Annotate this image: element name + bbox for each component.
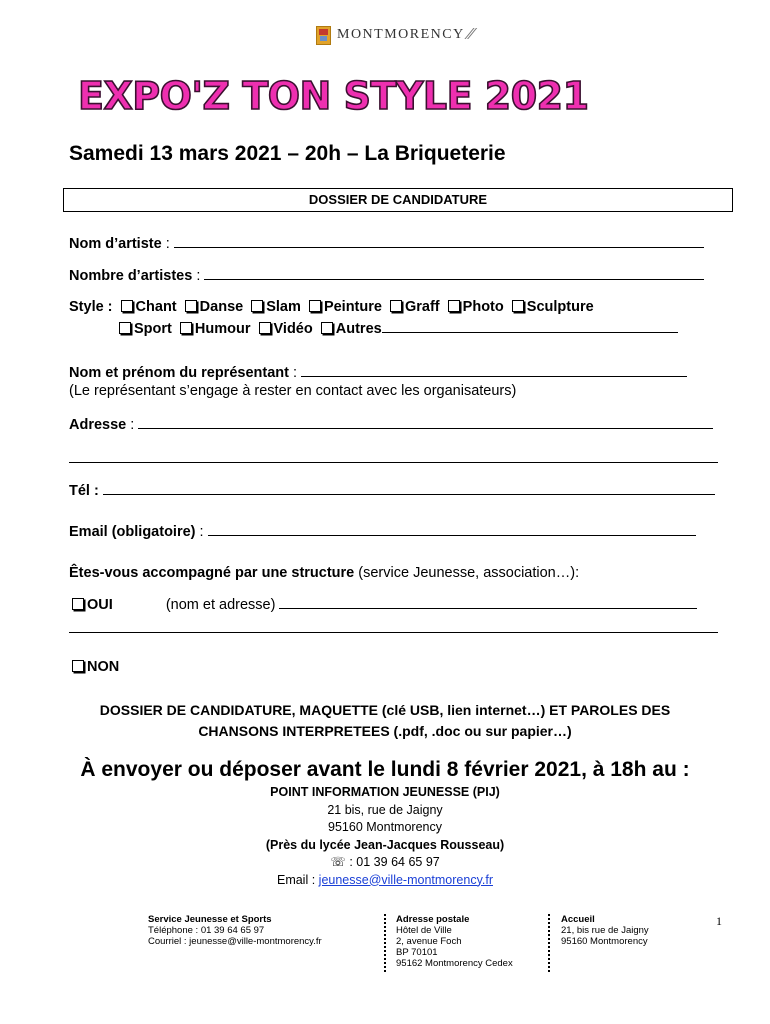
option-oui: OUI — [87, 597, 113, 613]
coat-of-arms-icon — [316, 26, 331, 45]
field-non — [70, 657, 119, 677]
checkbox-video[interactable] — [259, 322, 271, 334]
field-nombre-artistes: Nombre d’artistes : — [69, 265, 704, 286]
checkbox-sculpture[interactable] — [512, 300, 524, 312]
option-sport: Sport — [134, 321, 172, 337]
footer-separator — [548, 914, 550, 972]
footer-service — [148, 914, 322, 947]
field-nom-artiste: Nom d’artiste : — [69, 233, 704, 254]
input-line-nom-artiste[interactable] — [174, 233, 704, 248]
option-slam: Slam — [266, 299, 301, 315]
checkbox-humour[interactable] — [180, 322, 192, 334]
structure-question — [69, 563, 579, 583]
pij-email-label: Email : — [276, 872, 319, 887]
label-nom-artiste: Nom d’artiste — [69, 236, 162, 252]
footer-service-phone: Téléphone : 01 39 64 65 97 — [148, 925, 265, 936]
field-adresse: Adresse : — [69, 414, 713, 435]
input-line-representant[interactable] — [301, 362, 687, 377]
dossier-note — [0, 700, 770, 742]
pij-name: POINT INFORMATION JEUNESSE (PIJ) — [270, 785, 500, 799]
input-line-tel[interactable] — [103, 480, 715, 495]
event-line: Samedi 13 mars 2021 – 20h – La Briqueterie — [69, 142, 506, 165]
pij-phone: : 01 39 64 65 97 — [345, 855, 440, 869]
style-row-2 — [115, 318, 678, 339]
option-autres: Autres — [335, 321, 382, 337]
label-adresse: Adresse — [69, 417, 127, 433]
pij-email-link[interactable]: jeunesse@ville-montmorency.fr — [318, 872, 493, 887]
checkbox-graff[interactable] — [390, 300, 402, 312]
label-style: Style : — [69, 299, 113, 315]
label-oui-detail: (nom et adresse) — [165, 597, 276, 613]
page-number: 1 — [716, 914, 722, 928]
option-graff: Graff — [404, 299, 440, 315]
send-heading: À envoyer ou déposer avant le lundi 8 février 2021, à 18h au : — [80, 758, 690, 781]
checkbox-chant[interactable] — [121, 300, 133, 312]
checkbox-danse[interactable] — [185, 300, 197, 312]
pij-near: (Près du lycée Jean-Jacques Rousseau) — [265, 837, 505, 852]
dossier-note-line-2: CHANSONS INTERPRETEES (.pdf, .doc ou sur papier…) — [198, 723, 572, 739]
pij-street: 21 bis, rue de Jaigny — [327, 802, 443, 817]
checkbox-sport[interactable] — [119, 322, 131, 334]
footer-service-title: Service Jeunesse et Sports — [148, 914, 272, 925]
input-line-autres[interactable] — [382, 318, 678, 333]
field-oui — [70, 594, 697, 615]
form-title-box: DOSSIER DE CANDIDATURE — [63, 188, 733, 212]
option-sculpture: Sculpture — [526, 299, 594, 315]
structure-detail: (service Jeunesse, association…): — [354, 565, 580, 581]
footer-accueil-l2: 95160 Montmorency — [561, 936, 648, 947]
footer-accueil-l1: 21, bis rue de Jaigny — [561, 925, 649, 936]
checkbox-non[interactable] — [72, 660, 84, 672]
checkbox-photo[interactable] — [448, 300, 460, 312]
footer-postal-l2: 2, avenue Foch — [396, 936, 462, 947]
page-title: EXPO'Z TON STYLE 2021 — [78, 74, 589, 118]
footer-postal-l4: 95162 Montmorency Cedex — [396, 958, 513, 969]
style-row-1 — [69, 297, 594, 317]
label-email: Email (obligatoire) — [69, 524, 196, 540]
option-humour: Humour — [194, 321, 251, 337]
input-line-oui[interactable] — [279, 594, 697, 609]
phone-icon: ☏ — [330, 855, 346, 869]
footer-service-email: Courriel : jeunesse@ville-montmorency.fr — [148, 936, 322, 947]
input-line-oui-2[interactable] — [69, 632, 718, 633]
footer-postal-l1: Hôtel de Ville — [396, 925, 452, 936]
checkbox-autres[interactable] — [321, 322, 333, 334]
label-representant: Nom et prénom du représentant — [69, 365, 289, 381]
label-structure: Êtes-vous accompagné par une structure — [69, 565, 355, 581]
field-representant: Nom et prénom du représentant : — [69, 362, 687, 383]
footer-postal-l3: BP 70101 — [396, 947, 438, 958]
option-video: Vidéo — [273, 321, 313, 337]
option-photo: Photo — [462, 299, 504, 315]
label-tel: Tél : — [69, 483, 99, 499]
representant-note: (Le représentant s’engage à rester en contact avec les organisateurs) — [69, 383, 517, 399]
footer-postal-title: Adresse postale — [396, 914, 470, 925]
field-email: Email (obligatoire) : — [69, 521, 696, 542]
input-line-email[interactable] — [208, 521, 696, 536]
montmorency-logo — [316, 22, 474, 48]
dossier-note-line-1: DOSSIER DE CANDIDATURE, MAQUETTE (clé USB, lien internet…) ET PAROLES DES — [99, 702, 671, 718]
pij-phone-line — [0, 854, 770, 872]
footer-accueil — [561, 914, 649, 947]
label-nombre-artistes: Nombre d’artistes — [69, 268, 193, 284]
input-line-nombre-artistes[interactable] — [204, 265, 704, 280]
field-tel — [69, 480, 715, 501]
footer-postal — [396, 914, 513, 969]
checkbox-oui[interactable] — [72, 598, 84, 610]
input-line-adresse[interactable] — [138, 414, 713, 429]
footer-separator — [384, 914, 386, 972]
checkbox-slam[interactable] — [251, 300, 263, 312]
pij-email-line — [0, 872, 770, 890]
logo-text: MONTMORENCY — [337, 27, 465, 42]
checkbox-peinture[interactable] — [309, 300, 321, 312]
option-peinture: Peinture — [323, 299, 382, 315]
option-danse: Danse — [199, 299, 244, 315]
input-line-adresse-2[interactable] — [69, 462, 718, 463]
option-chant: Chant — [135, 299, 177, 315]
pij-city: 95160 Montmorency — [328, 820, 442, 834]
wing-icon: ⁄⁄ — [468, 26, 475, 43]
pij-address — [0, 784, 770, 889]
footer-accueil-title: Accueil — [561, 914, 595, 925]
option-non: NON — [87, 659, 120, 675]
